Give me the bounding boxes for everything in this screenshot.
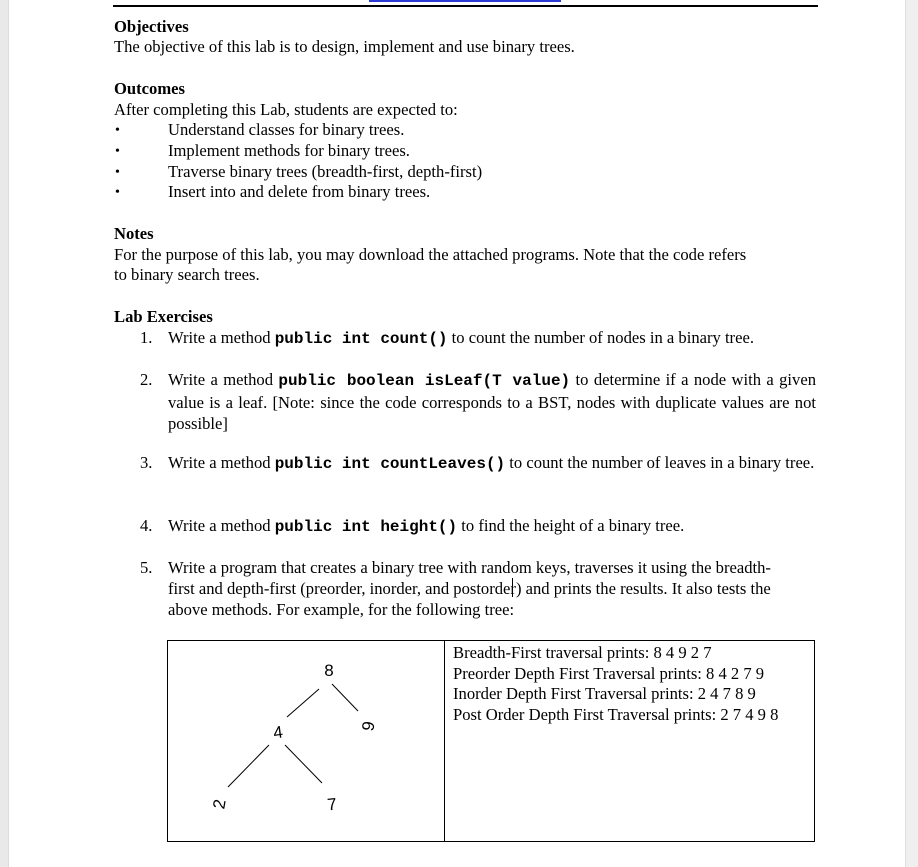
text-cursor xyxy=(512,578,513,597)
exercise-4-pre: Write a method xyxy=(168,516,275,535)
breadth-first-output: Breadth-First traversal prints: 8 4 9 2 7 xyxy=(453,643,712,662)
exercise-1-code: public int count() xyxy=(274,330,448,348)
outcome-item: Implement methods for binary trees. xyxy=(168,141,410,160)
edge-8-9 xyxy=(332,684,358,711)
binary-tree-diagram xyxy=(168,641,444,841)
exercise-5-line-3: above methods. For example, for the following tree: xyxy=(168,600,515,619)
exercise-number: 4. xyxy=(140,516,153,535)
exercise-4-code: public int height() xyxy=(274,518,458,536)
exercise-4-text xyxy=(168,515,816,538)
bullet-marker: • xyxy=(115,123,120,138)
exercise-2-code: public boolean isLeaf(T value) xyxy=(278,372,571,390)
exercise-number: 3. xyxy=(140,453,153,472)
preorder-output: Preorder Depth First Traversal prints: 8 4 2 7 9 xyxy=(453,664,765,683)
outcomes-intro: After completing this Lab, students are expected to: xyxy=(114,100,458,119)
notes-line-1: For the purpose of this lab, you may download the attached programs. Note that the code refers xyxy=(114,245,747,264)
table-column-divider xyxy=(444,640,445,842)
objectives-heading: Objectives xyxy=(114,17,189,36)
bullet-marker: • xyxy=(115,165,120,180)
exercise-1-text xyxy=(168,327,816,350)
exercise-2-post: to determine if a node with a given value is a leaf. [Note: since the code corresponds to a BST, nodes with duplicate values are not possible] xyxy=(168,370,816,433)
exercise-number: 5. xyxy=(140,558,153,577)
objectives-text: The objective of this lab is to design, implement and use binary trees. xyxy=(114,37,575,56)
exercise-3-code: public int countLeaves() xyxy=(274,455,506,473)
edge-4-7 xyxy=(285,745,322,783)
exercise-3-pre: Write a method xyxy=(168,453,275,472)
tree-node-right: 9 xyxy=(358,719,379,733)
exercise-3-text xyxy=(168,452,816,475)
exercise-1-post: to count the number of nodes in a binary tree. xyxy=(447,328,754,347)
notes-heading: Notes xyxy=(114,224,154,243)
outcome-item: Understand classes for binary trees. xyxy=(168,120,405,139)
outcome-item: Insert into and delete from binary trees. xyxy=(168,182,431,201)
right-window-gutter xyxy=(905,0,918,867)
hyperlink-underline[interactable] xyxy=(369,0,561,2)
exercise-4-post: to find the height of a binary tree. xyxy=(457,516,685,535)
edge-4-2 xyxy=(228,745,269,787)
tree-node-root: 8 xyxy=(324,661,334,680)
tree-node-left-left: 2 xyxy=(209,797,230,811)
bullet-marker: • xyxy=(115,144,120,159)
exercises-heading: Lab Exercises xyxy=(114,307,213,326)
left-window-gutter xyxy=(0,0,9,867)
exercise-5-line-1: Write a program that creates a binary tree with random keys, traverses it using the breadth- xyxy=(168,558,771,577)
tree-node-left: 4 xyxy=(272,722,285,743)
tree-node-left-right: 7 xyxy=(326,794,338,815)
postorder-output: Post Order Depth First Traversal prints: 2 7 4 9 8 xyxy=(453,705,779,724)
outcome-item: Traverse binary trees (breadth-first, depth-first) xyxy=(168,162,483,181)
bullet-marker: • xyxy=(115,185,120,200)
exercise-2-pre: Write a method xyxy=(168,370,279,389)
edge-8-4 xyxy=(287,689,319,717)
exercise-1-pre: Write a method xyxy=(168,328,275,347)
top-horizontal-rule xyxy=(113,5,818,7)
exercise-3-post: to count the number of leaves in a binary tree. xyxy=(505,453,815,472)
exercise-5-line-2: first and depth-first (preorder, inorder, and postorder) and prints the results. It also tests the xyxy=(168,579,771,598)
notes-line-2: to binary search trees. xyxy=(114,265,260,284)
inorder-output: Inorder Depth First Traversal prints: 2 4 7 8 9 xyxy=(453,684,756,703)
outcomes-heading: Outcomes xyxy=(114,79,185,98)
exercise-number: 1. xyxy=(140,328,153,347)
exercise-2-text xyxy=(168,369,816,434)
exercise-number: 2. xyxy=(140,370,153,389)
